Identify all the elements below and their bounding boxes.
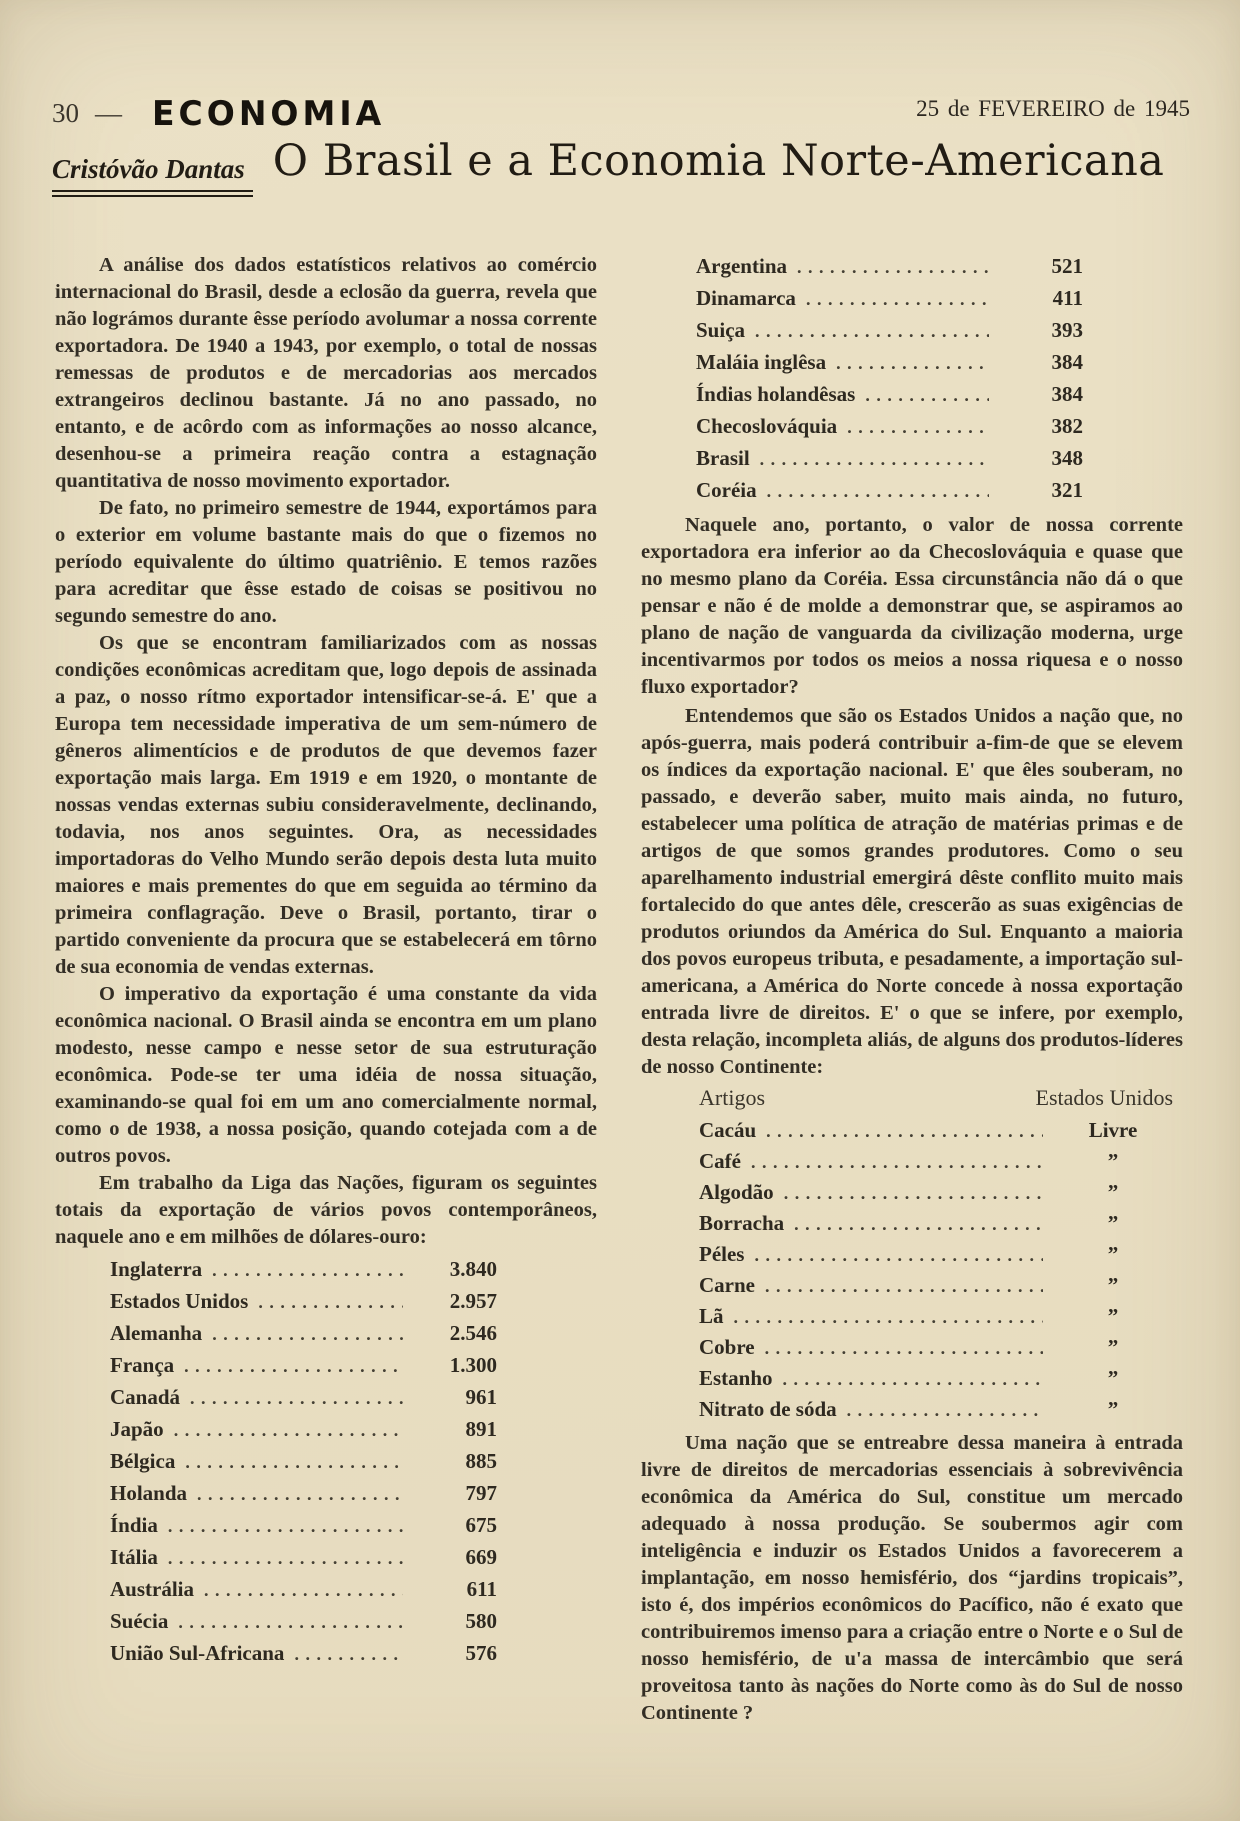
- page-title: O Brasil e a Economia Norte-Americana: [272, 136, 1165, 186]
- country-value: 669: [465, 1545, 497, 1569]
- dot-leader: [784, 1183, 1043, 1204]
- article-body: [55, 252, 1183, 1727]
- export-total-row: [110, 1449, 497, 1481]
- product-row: [641, 1180, 1173, 1211]
- country-value: 521: [1051, 254, 1083, 278]
- product-status: ”: [1107, 1273, 1119, 1297]
- country-label: Canadá: [110, 1385, 181, 1409]
- dot-leader: [174, 1420, 403, 1441]
- paragraph: De fato, no primeiro semestre de 1944, exportámos para o exterior em volume bastante mais do que o fizemos no período equivalente do último quatriênio. E temos razões para acreditar que êsse estado de coisas se positivou no segundo semestre do ano.: [55, 497, 597, 627]
- export-total-row: [110, 1321, 497, 1353]
- country-value: 384: [1051, 350, 1083, 374]
- dot-leader: [755, 321, 989, 342]
- export-total-row: [110, 1417, 497, 1449]
- products-header-artigos: Artigos: [699, 1085, 765, 1110]
- product-label: Nitrato de sóda: [699, 1397, 837, 1421]
- dot-leader: [184, 1356, 403, 1377]
- country-label: Bélgica: [110, 1449, 176, 1473]
- product-label: Estanho: [699, 1366, 773, 1390]
- country-label: Austrália: [110, 1577, 194, 1601]
- country-value: 382: [1051, 414, 1083, 438]
- country-label: Índias holandêsas: [696, 382, 856, 406]
- export-total-row: [110, 1257, 497, 1289]
- country-label: União Sul-Africana: [110, 1641, 285, 1665]
- paragraph: Em trabalho da Liga das Nações, figuram os seguintes totais da exportação de vários povos contemporâneos, naquele ano e em milhões de dólares-ouro:: [55, 1172, 597, 1248]
- country-label: Itália: [110, 1545, 158, 1569]
- export-total-row: [696, 254, 1083, 286]
- export-total-row: [110, 1513, 497, 1545]
- left-column: [55, 252, 597, 1727]
- product-row: [641, 1366, 1173, 1397]
- closing-paragraph: Uma nação que se entreabre dessa maneira à entrada livre de direitos de mercadorias essenciais à sobrevivência econômica da América do Sul, constitue um mercado adequado à nossa produção. Se soubermos agir com inteligência e induzir os Estados Unidos a favorecerem a implantação, em nosso hemisfério, dos “jardins tropicais”, isto é, dos impérios econômicos do Pacífico, não é exato que contribuiremos imenso para a criação entre o Norte e o Sul de nosso hemisfério, de u'a massa de intercâmbio que será proveitosa tanto às nações do Norte como às do Sul de nosso Continente ?: [641, 1432, 1183, 1724]
- dot-leader: [767, 481, 989, 502]
- product-status: ”: [1107, 1149, 1119, 1173]
- dot-leader: [168, 1548, 403, 1569]
- country-label: Suécia: [110, 1609, 169, 1633]
- product-status: ”: [1107, 1366, 1119, 1390]
- dot-leader: [836, 353, 989, 374]
- dot-leader: [754, 1245, 1043, 1266]
- product-row: [641, 1149, 1173, 1180]
- dot-leader: [212, 1324, 403, 1345]
- product-row: [641, 1242, 1173, 1273]
- export-total-row: [696, 414, 1083, 446]
- export-total-row: [110, 1481, 497, 1513]
- dot-leader: [258, 1292, 403, 1313]
- export-total-row: [696, 478, 1083, 510]
- dot-leader: [806, 289, 989, 310]
- dot-leader: [765, 1276, 1043, 1297]
- dot-leader: [794, 1214, 1043, 1235]
- country-label: Holanda: [110, 1481, 188, 1505]
- product-label: Café: [699, 1149, 741, 1173]
- dot-leader: [212, 1260, 403, 1281]
- product-status: ”: [1107, 1304, 1119, 1328]
- dot-leader: [734, 1307, 1043, 1328]
- page-dash: —: [95, 98, 122, 128]
- dot-leader: [185, 1452, 403, 1473]
- dot-leader: [766, 1121, 1043, 1142]
- paragraph: O imperativo da exportação é uma constante da vida econômica nacional. O Brasil ainda se encontra em um plano modesto, nesse campo e nesse setor de sua estruturação econômica. Pode-se ter uma idéia de nossa situação, examinando-se qual foi em um ano comercialmente normal, como o de 1938, a nossa posição, quando cotejada com a de outros povos.: [55, 983, 597, 1167]
- export-total-row: [110, 1353, 497, 1385]
- magazine-logo: ECONOMIA: [152, 93, 386, 134]
- paragraph: Os que se encontram familiarizados com as nossas condições econômicas acreditam que, logo depois de assinada a paz, o nosso rítmo exportador intensificar-se-á. E' que a Europa tem necessidade imperativa de um sem-número de gêneros alimentícios e de produtos de que devemos fazer exportação mais larga. Em 1919 e em 1920, o montante de nossas vendas externas subiu consideravelmente, declinando, todavia, nos anos seguintes. Ora, as necessidades importadoras do Velho Mundo serão depois desta luta muito maiores e mais prementes do que em seguida ao término da primeira conflagração. Deve o Brasil, portanto, tirar o partido conveniente da procura que se estabelecerá em tôrno de sua economia de vendas externas.: [55, 632, 597, 978]
- product-row: [641, 1335, 1173, 1366]
- product-row: [641, 1304, 1173, 1335]
- country-value: 891: [465, 1417, 497, 1441]
- export-totals-list-continued: [641, 254, 1183, 510]
- country-value: 580: [465, 1609, 497, 1633]
- products-table: [641, 1085, 1183, 1428]
- country-value: 576: [465, 1641, 497, 1665]
- country-label: Índia: [110, 1513, 158, 1537]
- product-label: Borracha: [699, 1211, 785, 1235]
- country-value: 675: [465, 1513, 497, 1537]
- country-value: 885: [465, 1449, 497, 1473]
- product-status: ”: [1107, 1397, 1119, 1421]
- paragraph: Entendemos que são os Estados Unidos a nação que, no após-guerra, mais poderá contribuir a-fim-de que se elevem os índices da exportação nacional. E' que êles souberam, no passado, e deverão saber, muito mais ainda, no futuro, estabelecer uma política de atração de matérias primas e de artigos de que somos grandes produtores. Como o seu aparelhamento industrial emergirá dêste conflito muito mais fortalecido do que antes dêle, crescerão as suas exigências de produtos oriundos da América do Sul. Enquanto a maioria dos povos europeus tributa, e pesadamente, a importação sul-americana, a América do Norte concede à nossa exportação entrada livre de direitos. E' o que se infere, por exemplo, desta relação, incompleta aliás, de alguns dos produtos-líderes de nosso Continente:: [641, 705, 1183, 1078]
- dot-leader: [865, 385, 989, 406]
- export-total-row: [696, 446, 1083, 478]
- export-total-row: [110, 1577, 497, 1609]
- product-row: [641, 1397, 1173, 1428]
- country-value: 797: [465, 1481, 497, 1505]
- paragraph: Naquele ano, portanto, o valor de nossa corrente exportadora era inferior ao da Checoslováquia e quase que no mesmo plano da Coréia. Essa circunstância não dá o que pensar e não é de molde a demonstrar que, se aspiramos ao plano de nação de vanguarda da civilização moderna, urge incentivarmos por todos os meios a nossa riquesa e o nosso fluxo exportador?: [641, 514, 1183, 698]
- country-label: França: [110, 1353, 175, 1377]
- article-byline: Cristóvão Dantas: [52, 154, 253, 197]
- product-status: ”: [1107, 1242, 1119, 1266]
- dot-leader: [294, 1644, 403, 1665]
- dot-leader: [197, 1484, 403, 1505]
- dot-leader: [783, 1369, 1043, 1390]
- product-label: Carne: [699, 1273, 755, 1297]
- dot-leader: [168, 1516, 403, 1537]
- country-value: 2.546: [449, 1321, 497, 1345]
- dot-leader: [204, 1580, 403, 1601]
- export-total-row: [110, 1289, 497, 1321]
- product-status: Livre: [1088, 1118, 1138, 1142]
- dot-leader: [797, 257, 989, 278]
- product-row: [641, 1211, 1173, 1242]
- export-total-row: [110, 1545, 497, 1577]
- country-label: Japão: [110, 1417, 164, 1441]
- country-label: Argentina: [696, 254, 787, 278]
- product-status: ”: [1107, 1335, 1119, 1359]
- issue-date: 25 de FEVEREIRO de 1945: [916, 96, 1190, 121]
- export-totals-list: [55, 1257, 597, 1673]
- product-label: Algodão: [699, 1180, 774, 1204]
- dot-leader: [178, 1612, 403, 1633]
- dot-leader: [847, 1400, 1043, 1421]
- export-total-row: [696, 350, 1083, 382]
- export-total-row: [696, 318, 1083, 350]
- right-column: [641, 252, 1183, 1727]
- country-label: Suiça: [696, 318, 746, 342]
- page-number: 30: [52, 98, 79, 128]
- dot-leader: [765, 1338, 1043, 1359]
- product-label: Péles: [699, 1242, 745, 1266]
- country-label: Alemanha: [110, 1321, 203, 1345]
- paragraph: A análise dos dados estatísticos relativos ao comércio internacional do Brasil, desde a eclosão da guerra, revela que não lográmos durante êsse período avolumar a nossa corrente exportadora. De 1940 a 1943, por exemplo, o total de nossas remessas de produtos e de mercadorias aos mercados extrangeiros declinou bastante. Já no ano passado, no entanto, e de acôrdo com as informações ao nosso alcance, desenhou-se a primeira reação contra a estagnação quantitativa de nosso movimento exportador.: [55, 254, 597, 492]
- country-value: 321: [1051, 478, 1083, 502]
- product-status: ”: [1107, 1180, 1119, 1204]
- export-total-row: [696, 286, 1083, 318]
- country-label: Maláia inglêsa: [696, 350, 827, 374]
- country-label: Inglaterra: [110, 1257, 203, 1281]
- country-label: Brasil: [696, 446, 750, 470]
- country-value: 3.840: [449, 1257, 497, 1281]
- export-total-row: [110, 1609, 497, 1641]
- country-value: 411: [1052, 286, 1083, 310]
- country-value: 1.300: [449, 1353, 497, 1377]
- dot-leader: [751, 1152, 1043, 1173]
- product-label: Lã: [699, 1304, 724, 1328]
- product-row: [641, 1118, 1173, 1149]
- products-header-estados-unidos: Estados Unidos: [1035, 1085, 1173, 1110]
- country-value: 348: [1051, 446, 1083, 470]
- dot-leader: [760, 449, 989, 470]
- export-total-row: [696, 382, 1083, 414]
- product-row: [641, 1273, 1173, 1304]
- product-label: Cacáu: [699, 1118, 757, 1142]
- country-value: 384: [1051, 382, 1083, 406]
- country-value: 393: [1051, 318, 1083, 342]
- country-value: 961: [465, 1385, 497, 1409]
- dot-leader: [190, 1388, 403, 1409]
- country-value: 611: [466, 1577, 497, 1601]
- country-label: Estados Unidos: [110, 1289, 249, 1313]
- product-status: ”: [1107, 1211, 1119, 1235]
- products-table-header: [641, 1085, 1173, 1118]
- country-label: Coréia: [696, 478, 757, 502]
- country-label: Checoslováquia: [696, 414, 838, 438]
- country-value: 2.957: [449, 1289, 497, 1313]
- title-row: [52, 128, 1192, 197]
- export-total-row: [110, 1385, 497, 1417]
- product-label: Cobre: [699, 1335, 755, 1359]
- export-total-row: [110, 1641, 497, 1673]
- country-label: Dinamarca: [696, 286, 796, 310]
- dot-leader: [847, 417, 989, 438]
